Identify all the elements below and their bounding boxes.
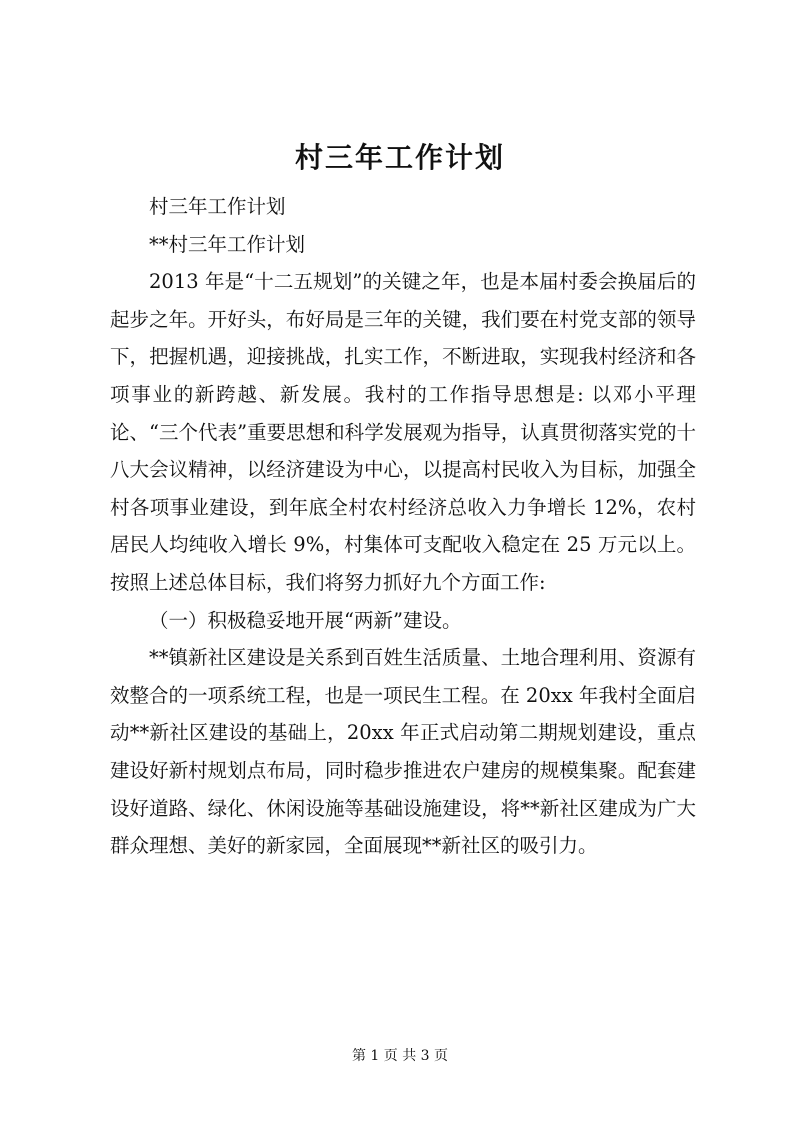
document-title: 村三年工作计划 (294, 141, 505, 174)
paragraph-overview: 2013 年是“十二五规划”的关键之年，也是本届村委会换届后的起步之年。开好头，布好局是三年的关键，我们要在村党支部的领导下，把握机遇，迎接挑战，扎实工作，不断进取，实现我村经济和各项事业的新跨越、新发展。我村的工作指导思想是: 以邓小平理论、“三个代表”重要思想和科学发展观为指导，认真贯彻落实党的十八大会议精神，以经济建设为中心，以提高村民收入为目标，加强全村各项事业建设，到年底全村农村经济总收入力争增长 12%，农村居民人均纯收入增长 9%，村集体可支配收入稳定在 25 万元以上。按照上述总体目标，我们将努力抓好九个方面工作: (110, 270, 696, 594)
paragraph-plan-name: **村三年工作计划 (149, 232, 306, 256)
page-footer: 第 1 页 共 3 页 (351, 1048, 449, 1064)
paragraph-subtitle: 村三年工作计划 (149, 195, 286, 218)
paragraph-community-construction: **镇新社区建设是关系到百姓生活质量、土地合理利用、资源有效整合的一项系统工程，也是一项民生工程。在 20xx 年我村全面启动**新社区建设的基础上，20xx 年正式启动第二期规划建设，重点建设好新村规划点布局，同时稳步推进农户建房的规模集聚。配套建设好道路、绿化、休闲设施等基础设施建设，将**新社区建成为广大群众理想、美好的新家园，全面展现**新社区的吸引力。 (110, 646, 696, 858)
paragraph-section-heading: （一）积极稳妥地开展“两新”建设。 (149, 608, 462, 632)
document-body (110, 188, 696, 865)
